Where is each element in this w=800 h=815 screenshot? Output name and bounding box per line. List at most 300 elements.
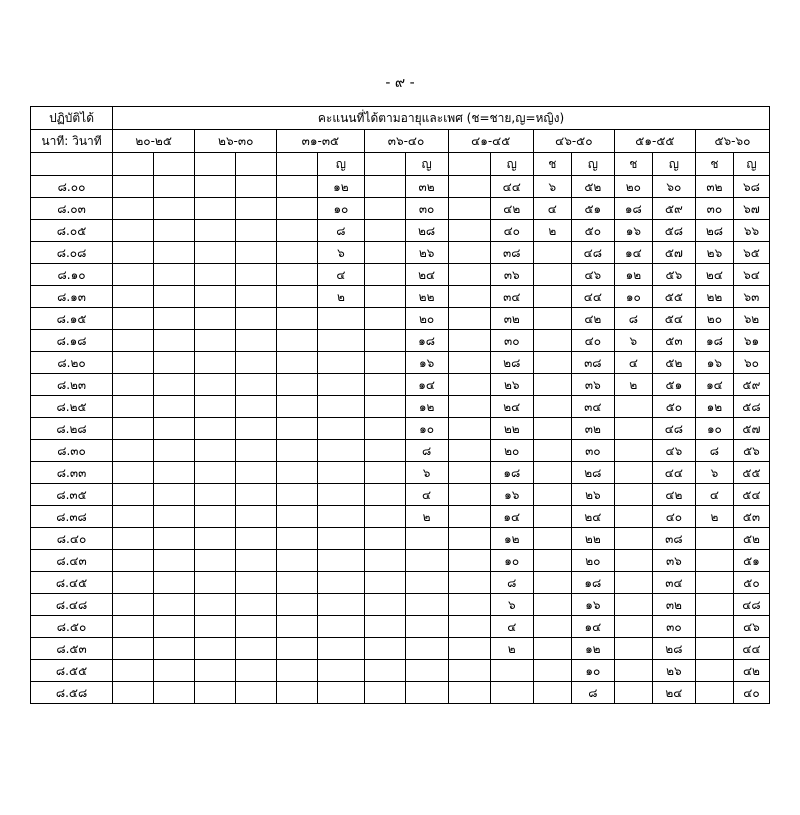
score-cell: ๓๖: [652, 550, 695, 572]
score-cell: [448, 176, 490, 198]
score-cell: [113, 682, 154, 704]
score-cell: [405, 638, 448, 660]
score-cell: [195, 572, 236, 594]
score-cell: ๔๒: [490, 198, 533, 220]
score-cell: ๒๐: [490, 440, 533, 462]
score-cell: [318, 330, 364, 352]
score-cell: [318, 506, 364, 528]
score-cell: ๘: [571, 682, 614, 704]
score-cell: [113, 506, 154, 528]
score-cell: [364, 484, 405, 506]
score-cell: ๓๔: [652, 572, 695, 594]
score-cell: ๖: [695, 462, 733, 484]
sex-label: [236, 153, 277, 176]
score-cell: [364, 528, 405, 550]
score-cell: [236, 440, 277, 462]
score-cell: [318, 660, 364, 682]
time-cell: ๘.๐๓: [31, 198, 113, 220]
score-cell: ๑๘: [614, 198, 652, 220]
table-row: [31, 264, 770, 286]
score-cell: [236, 660, 277, 682]
score-cell: ๒: [405, 506, 448, 528]
score-cell: ๒๔: [571, 506, 614, 528]
score-cell: [448, 572, 490, 594]
score-cell: [448, 638, 490, 660]
score-cell: ๒๐: [571, 550, 614, 572]
score-cell: ๕๕: [733, 462, 769, 484]
score-cell: [236, 308, 277, 330]
score-cell: ๓๔: [571, 396, 614, 418]
score-cell: [154, 242, 195, 264]
score-cell: [113, 484, 154, 506]
score-cell: [113, 198, 154, 220]
score-cell: ๒๖: [405, 242, 448, 264]
score-cell: ๕๗: [652, 242, 695, 264]
score-cell: ๕๔: [733, 484, 769, 506]
score-cell: ๘: [695, 440, 733, 462]
score-cell: [236, 572, 277, 594]
score-cell: ๔๖: [652, 440, 695, 462]
score-cell: [113, 550, 154, 572]
score-cell: [277, 264, 318, 286]
score-cell: ๑๖: [571, 594, 614, 616]
sex-label: [113, 153, 154, 176]
score-cell: ๓๒: [652, 594, 695, 616]
score-cell: ๔๐: [571, 330, 614, 352]
time-cell: ๘.๓๕: [31, 484, 113, 506]
score-cell: ๓๒: [405, 176, 448, 198]
score-cell: ๑๔: [695, 374, 733, 396]
score-cell: ๘: [490, 572, 533, 594]
score-cell: [448, 682, 490, 704]
score-cell: [533, 330, 571, 352]
score-cell: [448, 198, 490, 220]
score-cell: ๔๔: [652, 462, 695, 484]
score-cell: [154, 616, 195, 638]
score-cell: [154, 198, 195, 220]
score-cell: [533, 594, 571, 616]
score-cell: ๒: [490, 638, 533, 660]
score-cell: [236, 506, 277, 528]
score-cell: ๒๘: [652, 638, 695, 660]
score-cell: [405, 550, 448, 572]
score-cell: [195, 682, 236, 704]
time-cell: ๘.๑๓: [31, 286, 113, 308]
sex-label: ญ: [652, 153, 695, 176]
score-cell: ๔๒: [652, 484, 695, 506]
score-cell: [236, 220, 277, 242]
table-row: [31, 176, 770, 198]
score-cell: [154, 220, 195, 242]
score-cell: [448, 506, 490, 528]
score-cell: [154, 484, 195, 506]
score-cell: [533, 528, 571, 550]
performance-header: ปฏิบัติได้: [31, 107, 113, 130]
score-cell: ๕๓: [652, 330, 695, 352]
sex-label: ญ: [490, 153, 533, 176]
score-cell: [364, 594, 405, 616]
table-row: [31, 330, 770, 352]
score-cell: ๓๒: [571, 418, 614, 440]
score-cell: [277, 638, 318, 660]
score-cell: ๔: [405, 484, 448, 506]
score-cell: [614, 550, 652, 572]
score-cell: [195, 396, 236, 418]
score-cell: ๔๒: [571, 308, 614, 330]
time-cell: ๘.๕๘: [31, 682, 113, 704]
score-cell: ๑๒: [405, 396, 448, 418]
score-cell: [195, 550, 236, 572]
score-cell: ๔: [533, 198, 571, 220]
score-cell: [318, 616, 364, 638]
score-cell: [113, 352, 154, 374]
score-cell: ๕๑: [571, 198, 614, 220]
score-cell: ๒๒: [695, 286, 733, 308]
score-cell: ๑๖: [490, 484, 533, 506]
score-cell: ๑๔: [490, 506, 533, 528]
score-cell: [405, 682, 448, 704]
score-cell: [277, 462, 318, 484]
score-cell: [154, 506, 195, 528]
score-cell: [614, 616, 652, 638]
score-cell: [448, 308, 490, 330]
score-cell: ๓๐: [652, 616, 695, 638]
score-cell: [695, 660, 733, 682]
score-cell: [533, 616, 571, 638]
sex-label: [195, 153, 236, 176]
score-cell: [364, 682, 405, 704]
score-cell: [236, 594, 277, 616]
score-cell: [236, 528, 277, 550]
table-row: [31, 528, 770, 550]
table-row: [31, 198, 770, 220]
score-cell: ๕๔: [652, 308, 695, 330]
score-cell: [195, 440, 236, 462]
score-cell: ๒๘: [405, 220, 448, 242]
score-cell: [113, 572, 154, 594]
score-cell: [113, 264, 154, 286]
score-cell: ๑๒: [614, 264, 652, 286]
score-cell: ๑๒: [695, 396, 733, 418]
score-cell: ๕๖: [652, 264, 695, 286]
score-cell: [448, 440, 490, 462]
time-cell: ๘.๑๘: [31, 330, 113, 352]
score-cell: ๖๖: [733, 220, 769, 242]
score-cell: [113, 374, 154, 396]
score-cell: ๔๖: [733, 616, 769, 638]
score-cell: ๕๒: [733, 528, 769, 550]
score-cell: ๑๖: [695, 352, 733, 374]
score-cell: [113, 462, 154, 484]
time-cell: ๘.๓๐: [31, 440, 113, 462]
score-cell: [364, 440, 405, 462]
score-cell: [236, 198, 277, 220]
table-row: [31, 638, 770, 660]
score-cell: [364, 418, 405, 440]
score-cell: [236, 330, 277, 352]
score-cell: [113, 330, 154, 352]
score-cell: [533, 440, 571, 462]
age-group-header: ๒๐-๒๕: [113, 130, 195, 153]
score-cell: ๔๘: [733, 594, 769, 616]
score-cell: [154, 308, 195, 330]
score-cell: [448, 594, 490, 616]
score-cell: [154, 572, 195, 594]
time-cell: ๘.๒๐: [31, 352, 113, 374]
score-cell: ๒๔: [405, 264, 448, 286]
score-cell: [154, 638, 195, 660]
score-cell: [277, 594, 318, 616]
time-cell: ๘.๓๘: [31, 506, 113, 528]
score-cell: [195, 198, 236, 220]
score-cell: [448, 242, 490, 264]
score-cell: [318, 352, 364, 374]
score-cell: [364, 638, 405, 660]
score-cell: ๖๒: [733, 308, 769, 330]
score-cell: [113, 396, 154, 418]
score-cell: [448, 330, 490, 352]
score-cell: ๖๑: [733, 330, 769, 352]
score-cell: [318, 418, 364, 440]
score-cell: [318, 396, 364, 418]
score-cell: [154, 528, 195, 550]
score-cell: [448, 616, 490, 638]
score-cell: ๒๒: [490, 418, 533, 440]
age-group-header: ๕๑-๕๕: [614, 130, 695, 153]
score-cell: [236, 374, 277, 396]
score-cell: ๑๐: [614, 286, 652, 308]
score-cell: [448, 264, 490, 286]
score-cell: [277, 550, 318, 572]
table-row: [31, 308, 770, 330]
sex-label: [448, 153, 490, 176]
score-cell: [277, 198, 318, 220]
score-cell: ๒๒: [571, 528, 614, 550]
score-cell: [614, 484, 652, 506]
score-cell: [113, 660, 154, 682]
score-cell: ๓๖: [571, 374, 614, 396]
age-group-header: ๓๖-๔๐: [364, 130, 448, 153]
score-cell: [364, 550, 405, 572]
score-cell: [277, 352, 318, 374]
sex-label: ช: [533, 153, 571, 176]
score-cell: ๔๐: [490, 220, 533, 242]
score-cell: [113, 616, 154, 638]
sex-label: [154, 153, 195, 176]
age-group-header: ๔๖-๕๐: [533, 130, 614, 153]
score-cell: ๕๒: [571, 176, 614, 198]
score-cell: [277, 220, 318, 242]
score-cell: [364, 374, 405, 396]
score-cell: [364, 506, 405, 528]
score-cell: [318, 638, 364, 660]
score-cell: ๖: [490, 594, 533, 616]
score-cell: [533, 264, 571, 286]
score-cell: [405, 616, 448, 638]
score-cell: ๔: [490, 616, 533, 638]
sex-label: ช: [614, 153, 652, 176]
score-cell: [195, 176, 236, 198]
score-cell: [236, 264, 277, 286]
score-cell: [318, 484, 364, 506]
score-cell: [318, 462, 364, 484]
table-row: [31, 550, 770, 572]
table-row: [31, 484, 770, 506]
score-cell: [195, 660, 236, 682]
score-cell: ๘: [318, 220, 364, 242]
score-cell: ๘: [614, 308, 652, 330]
score-cell: [113, 418, 154, 440]
table-row: [31, 220, 770, 242]
score-cell: [533, 550, 571, 572]
score-cell: [695, 528, 733, 550]
score-cell: [195, 264, 236, 286]
score-cell: [695, 682, 733, 704]
score-cell: ๕๐: [652, 396, 695, 418]
score-cell: [113, 638, 154, 660]
score-cell: ๖๘: [733, 176, 769, 198]
score-cell: [533, 506, 571, 528]
table-row: [31, 418, 770, 440]
score-cell: [695, 572, 733, 594]
table-row: [31, 594, 770, 616]
score-cell: [318, 374, 364, 396]
score-cell: [533, 396, 571, 418]
score-cell: [236, 418, 277, 440]
score-cell: [154, 594, 195, 616]
score-cell: ๓๐: [490, 330, 533, 352]
score-cell: ๑๘: [490, 462, 533, 484]
score-cell: ๒๖: [695, 242, 733, 264]
score-cell: [695, 638, 733, 660]
score-cell: [113, 594, 154, 616]
time-cell: ๘.๔๓: [31, 550, 113, 572]
score-cell: [448, 396, 490, 418]
score-cell: [533, 572, 571, 594]
score-cell: [533, 286, 571, 308]
time-cell: ๘.๐๐: [31, 176, 113, 198]
score-cell: [195, 594, 236, 616]
score-cell: ๖: [318, 242, 364, 264]
score-cell: [154, 352, 195, 374]
score-cell: [695, 616, 733, 638]
score-cell: ๑๔: [614, 242, 652, 264]
table-row: [31, 352, 770, 374]
score-cell: ๔๐: [733, 682, 769, 704]
age-group-header: ๒๖-๓๐: [195, 130, 277, 153]
score-cell: [236, 616, 277, 638]
score-cell: [364, 330, 405, 352]
score-cell: ๖๓: [733, 286, 769, 308]
time-cell: ๘.๔๘: [31, 594, 113, 616]
score-cell: [195, 638, 236, 660]
score-cell: [195, 484, 236, 506]
score-cell: ๓๔: [490, 286, 533, 308]
score-cell: [195, 330, 236, 352]
table-row: [31, 286, 770, 308]
score-cell: ๓๐: [571, 440, 614, 462]
score-cell: [533, 242, 571, 264]
score-cell: [448, 418, 490, 440]
score-cell: [236, 484, 277, 506]
score-cell: [236, 352, 277, 374]
score-cell: [614, 506, 652, 528]
score-cell: ๔๘: [571, 242, 614, 264]
score-cell: [405, 594, 448, 616]
score-cell: [490, 682, 533, 704]
score-cell: [318, 528, 364, 550]
score-cell: ๔๘: [652, 418, 695, 440]
score-cell: [236, 176, 277, 198]
score-cell: ๖๐: [733, 352, 769, 374]
score-cell: ๔: [614, 352, 652, 374]
score-cell: [448, 352, 490, 374]
time-cell: ๘.๔๐: [31, 528, 113, 550]
score-cell: [533, 374, 571, 396]
score-cell: [236, 550, 277, 572]
table-row: [31, 682, 770, 704]
score-cell: [154, 550, 195, 572]
score-cell: ๓๒: [490, 308, 533, 330]
score-cell: [448, 220, 490, 242]
score-cell: ๒๖: [490, 374, 533, 396]
score-cell: ๒๐: [695, 308, 733, 330]
table-row: [31, 660, 770, 682]
score-cell: [277, 374, 318, 396]
score-cell: [318, 550, 364, 572]
score-cell: [318, 572, 364, 594]
score-cell: [154, 264, 195, 286]
score-cell: ๔: [695, 484, 733, 506]
score-cell: [533, 308, 571, 330]
score-cell: [154, 462, 195, 484]
score-cell: [614, 594, 652, 616]
score-cell: [364, 396, 405, 418]
score-cell: ๒๔: [490, 396, 533, 418]
score-cell: [614, 396, 652, 418]
table-row: [31, 506, 770, 528]
score-cell: [614, 572, 652, 594]
score-cell: [490, 660, 533, 682]
score-cell: ๑๐: [571, 660, 614, 682]
score-cell: [277, 440, 318, 462]
age-group-header: ๔๑-๔๕: [448, 130, 533, 153]
score-cell: [154, 176, 195, 198]
score-cell: [614, 528, 652, 550]
score-cell: [695, 594, 733, 616]
score-cell: ๕๑: [733, 550, 769, 572]
score-cell: ๖๔: [733, 264, 769, 286]
score-cell: [154, 440, 195, 462]
score-cell: ๓๐: [695, 198, 733, 220]
score-cell: [614, 418, 652, 440]
score-cell: ๕๑: [652, 374, 695, 396]
table-row: [31, 616, 770, 638]
time-cell: ๘.๑๕: [31, 308, 113, 330]
score-cell: [277, 418, 318, 440]
sex-label: ช: [695, 153, 733, 176]
score-cell: ๒: [533, 220, 571, 242]
score-cell: [533, 462, 571, 484]
table-row: [31, 396, 770, 418]
score-cell: ๑๘: [695, 330, 733, 352]
score-cell: [195, 528, 236, 550]
time-cell: ๘.๒๕: [31, 396, 113, 418]
score-cell: [113, 440, 154, 462]
score-cell: [277, 682, 318, 704]
time-cell: ๘.๓๓: [31, 462, 113, 484]
table-row: [31, 462, 770, 484]
